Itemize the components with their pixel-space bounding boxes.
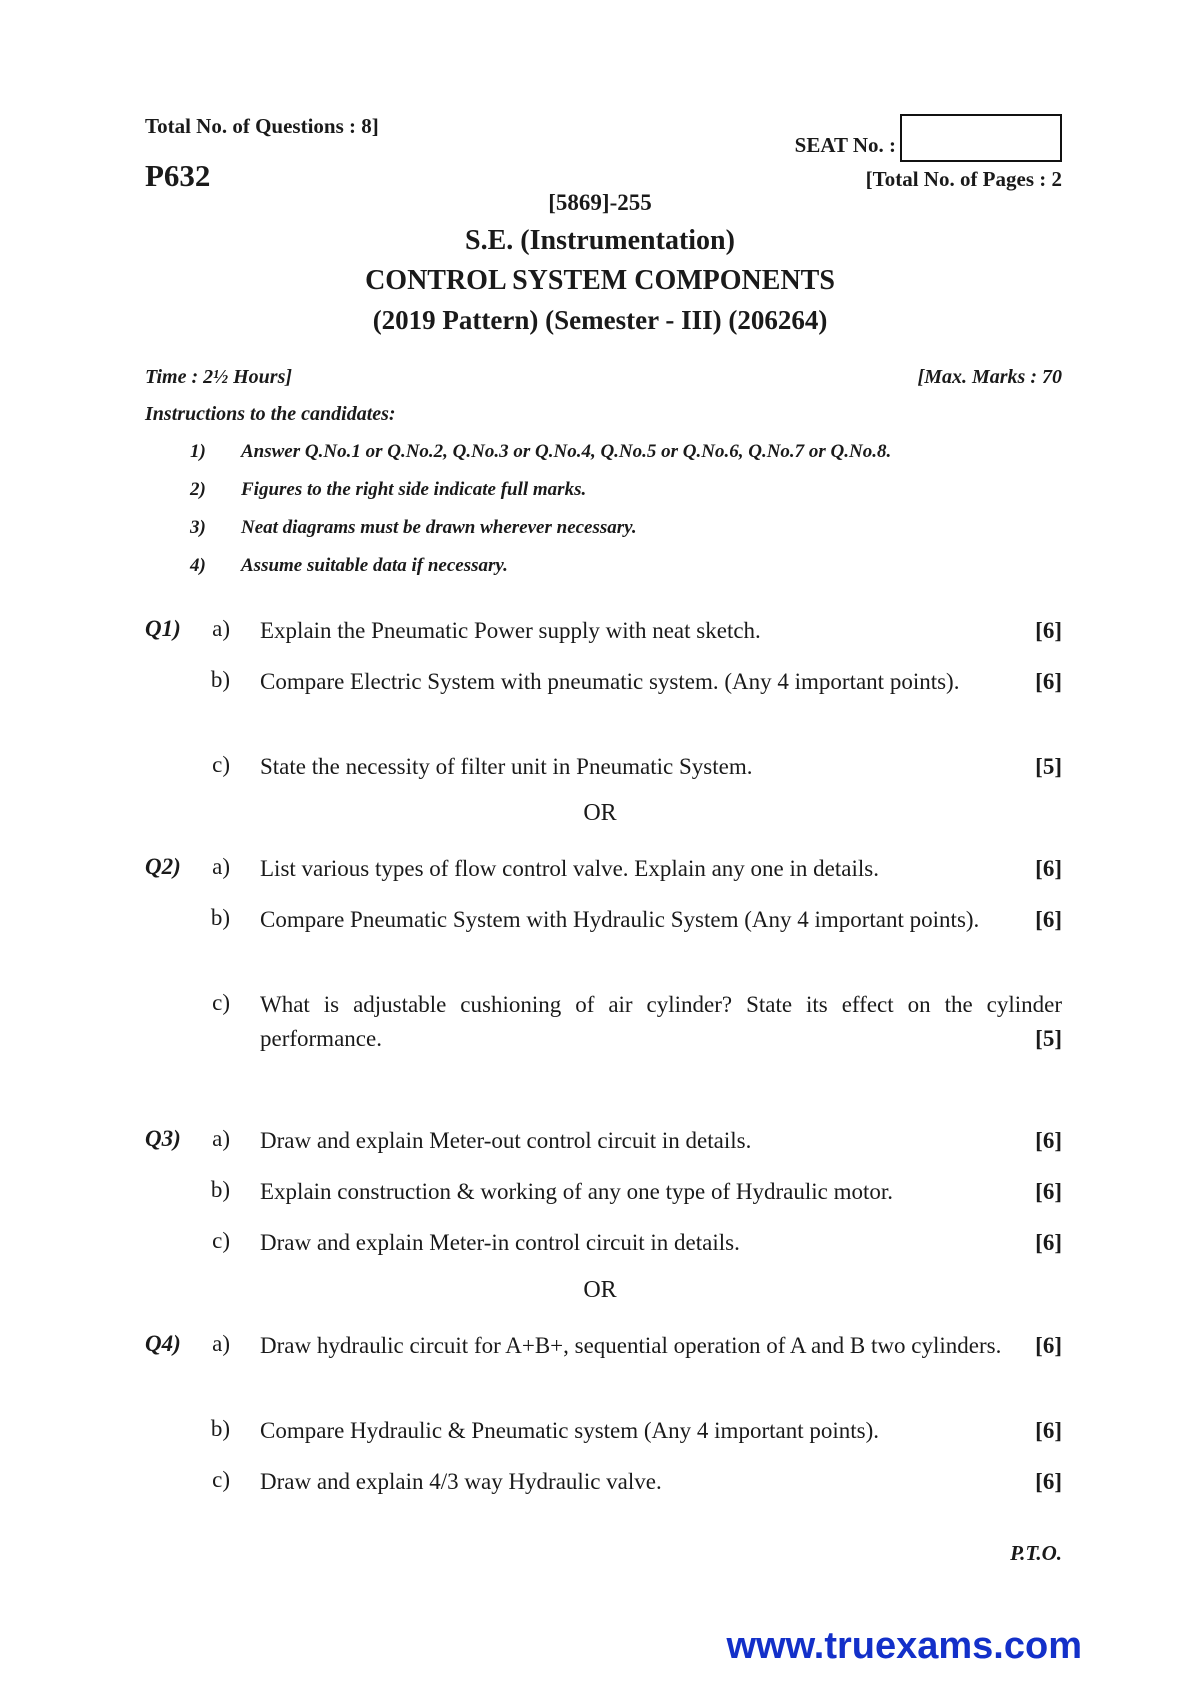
question-q4a bbox=[145, 1331, 1062, 1401]
seat-number-field bbox=[795, 114, 1062, 162]
instructions-heading: Instructions to the candidates: bbox=[145, 403, 396, 425]
question-number: Q2) bbox=[145, 854, 181, 879]
exam-code: [5869]-255 bbox=[548, 190, 652, 215]
sub-question-label: a) bbox=[212, 1126, 230, 1151]
marks: [6] bbox=[1035, 1469, 1062, 1494]
marks: [6] bbox=[1035, 669, 1062, 694]
question-text bbox=[260, 1414, 1062, 1448]
question-q3b bbox=[145, 1177, 1062, 1217]
marks: [6] bbox=[1035, 1333, 1062, 1358]
question-text bbox=[260, 1465, 1062, 1499]
question-body: Explain construction & working of any one type of Hydraulic motor. bbox=[260, 1179, 894, 1204]
question-q4b bbox=[145, 1416, 1062, 1456]
question-text bbox=[260, 1124, 1062, 1158]
question-body: Explain the Pneumatic Power supply with neat sketch. bbox=[260, 618, 761, 643]
max-marks: [Max. Marks : 70 bbox=[917, 366, 1062, 388]
paper-code: P632 bbox=[145, 158, 211, 193]
question-q2b bbox=[145, 905, 1062, 975]
sub-question-label: b) bbox=[210, 667, 230, 692]
question-q3a bbox=[145, 1126, 1062, 1166]
marks: [6] bbox=[1035, 1179, 1062, 1204]
question-body: Compare Electric System with pneumatic system. (Any 4 important points). bbox=[260, 669, 960, 694]
question-text bbox=[260, 1175, 1062, 1209]
marks: [6] bbox=[1035, 907, 1062, 932]
question-q2a bbox=[145, 854, 1062, 894]
question-text bbox=[260, 1226, 1062, 1260]
instruction-text: Neat diagrams must be drawn wherever necessary. bbox=[241, 517, 637, 538]
instruction-number: 1) bbox=[190, 441, 206, 462]
instruction-text: Answer Q.No.1 or Q.No.2, Q.No.3 or Q.No.4, Q.No.5 or Q.No.6, Q.No.7 or Q.No.8. bbox=[241, 441, 892, 462]
question-text bbox=[260, 903, 1062, 937]
question-body: What is adjustable cushioning of air cylinder? State its effect on the cylinder performance. bbox=[260, 992, 1062, 1051]
question-q1b bbox=[145, 667, 1062, 737]
question-text bbox=[260, 750, 1062, 784]
question-q4c bbox=[145, 1467, 1062, 1507]
instruction-number: 2) bbox=[190, 479, 206, 500]
question-body: Compare Pneumatic System with Hydraulic System (Any 4 important points). bbox=[260, 907, 980, 932]
marks: [5] bbox=[1035, 1026, 1062, 1051]
subject-title: CONTROL SYSTEM COMPONENTS bbox=[365, 265, 835, 296]
question-body: State the necessity of filter unit in Pneumatic System. bbox=[260, 754, 753, 779]
question-q1a bbox=[145, 616, 1062, 656]
question-number: Q3) bbox=[145, 1126, 181, 1151]
or-separator: OR bbox=[583, 800, 617, 826]
question-q3c bbox=[145, 1228, 1062, 1268]
instruction-item bbox=[190, 517, 1062, 539]
question-body: Compare Hydraulic & Pneumatic system (Any 4 important points). bbox=[260, 1418, 879, 1443]
or-separator: OR bbox=[583, 1277, 617, 1303]
department-title: S.E. (Instrumentation) bbox=[465, 225, 735, 256]
instruction-item bbox=[190, 479, 1062, 501]
marks: [6] bbox=[1035, 618, 1062, 643]
total-questions: Total No. of Questions : 8] bbox=[145, 114, 379, 138]
question-body: Draw hydraulic circuit for A+B+, sequential operation of A and B two cylinders. bbox=[260, 1333, 1002, 1358]
question-body: Draw and explain Meter-in control circuit in details. bbox=[260, 1230, 740, 1255]
question-text bbox=[260, 1329, 1062, 1363]
question-body: Draw and explain 4/3 way Hydraulic valve. bbox=[260, 1469, 662, 1494]
total-pages: [Total No. of Pages : 2 bbox=[865, 167, 1062, 191]
website-watermark[interactable]: www.truexams.com bbox=[726, 1625, 1082, 1667]
marks: [5] bbox=[1035, 754, 1062, 779]
pto-note: P.T.O. bbox=[1010, 1541, 1062, 1565]
sub-question-label: b) bbox=[210, 1416, 230, 1441]
instruction-number: 4) bbox=[190, 555, 206, 576]
seat-number-box[interactable] bbox=[900, 114, 1062, 162]
question-number: Q1) bbox=[145, 616, 181, 641]
question-q1c bbox=[145, 752, 1062, 792]
pattern-line: (2019 Pattern) (Semester - III) (206264) bbox=[372, 305, 828, 335]
instruction-text: Figures to the right side indicate full marks. bbox=[241, 479, 587, 500]
question-text bbox=[260, 665, 1062, 699]
marks: [6] bbox=[1035, 1230, 1062, 1255]
question-q2c bbox=[145, 990, 1062, 1060]
marks: [6] bbox=[1035, 856, 1062, 881]
instruction-item bbox=[190, 555, 1062, 577]
question-text bbox=[260, 852, 1062, 886]
sub-question-label: c) bbox=[212, 990, 230, 1015]
instruction-number: 3) bbox=[190, 517, 206, 538]
sub-question-label: a) bbox=[212, 1331, 230, 1356]
sub-question-label: a) bbox=[212, 854, 230, 879]
question-text bbox=[260, 614, 1062, 648]
sub-question-label: c) bbox=[212, 1228, 230, 1253]
question-body: List various types of flow control valve. Explain any one in details. bbox=[260, 856, 879, 881]
instruction-text: Assume suitable data if necessary. bbox=[241, 555, 508, 576]
sub-question-label: c) bbox=[212, 1467, 230, 1492]
marks: [6] bbox=[1035, 1128, 1062, 1153]
time-allowed: Time : 2½ Hours] bbox=[145, 366, 293, 388]
sub-question-label: b) bbox=[210, 1177, 230, 1202]
question-body: Draw and explain Meter-out control circuit in details. bbox=[260, 1128, 752, 1153]
marks: [6] bbox=[1035, 1418, 1062, 1443]
instruction-item bbox=[190, 441, 1062, 463]
seat-label: SEAT No. : bbox=[794, 132, 896, 157]
question-number: Q4) bbox=[145, 1331, 181, 1356]
sub-question-label: a) bbox=[212, 616, 230, 641]
sub-question-label: b) bbox=[210, 905, 230, 930]
sub-question-label: c) bbox=[212, 752, 230, 777]
question-text bbox=[260, 988, 1062, 1056]
